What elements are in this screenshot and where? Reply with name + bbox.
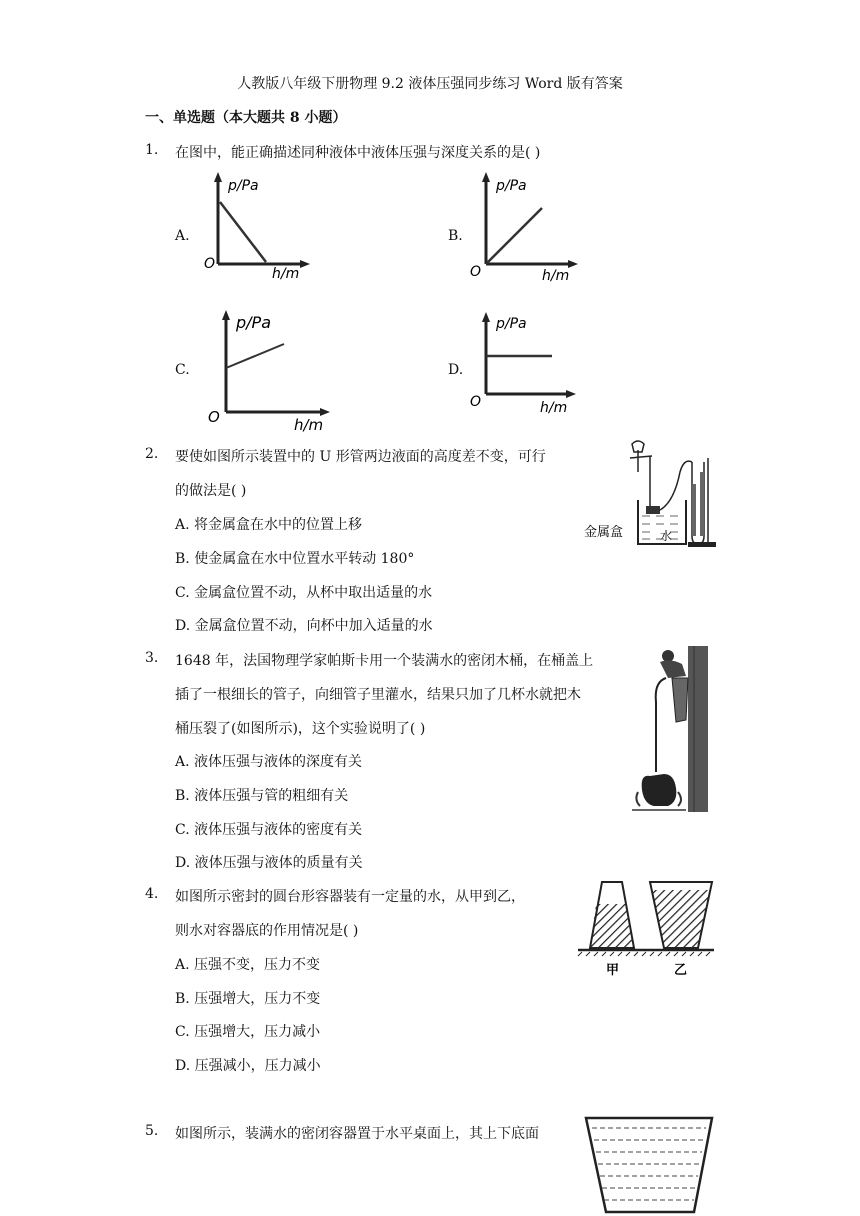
manometer-figure [580,432,720,552]
q1-option-d-label: D. [448,362,464,378]
graph-d [466,310,586,420]
container-yi-label: 乙 [674,963,688,978]
q1-option-c-label: C. [175,362,190,378]
question-2-number: 2. [145,446,159,462]
graph-d-origin: O [470,394,482,410]
graph-c-y-label: p/Pa [236,313,271,332]
question-2-line-2: 的做法是( ) [175,483,247,499]
q4-option-c: C. 压强增大，压力减小 [175,1024,321,1040]
q3-option-a: A. 液体压强与液体的深度有关 [175,754,363,770]
question-3-line-1: 1648 年，法国物理学家帕斯卡用一个装满水的密闭木桶，在桶盖上 [175,653,594,669]
question-1-text: 在图中，能正确描述同种液体中液体压强与深度关系的是( ) [175,145,541,161]
q4-option-a: A. 压强不变，压力不变 [175,957,321,973]
question-5-number: 5. [145,1123,159,1139]
q2-option-d: D. 金属盒位置不动，向杯中加入适量的水 [175,618,433,634]
graph-b-origin: O [470,264,482,280]
question-4-number: 4. [145,886,159,902]
graph-b-x-label: h/m [542,268,570,284]
graph-c-x-label: h/m [294,416,324,434]
graph-a-origin: O [204,256,216,272]
question-3-line-2: 插了一根细长的管子，向细管子里灌水，结果只加了几杯水就把木 [175,687,581,703]
graph-a [200,172,320,280]
question-4-line-1: 如图所示密封的圆台形容器装有一定量的水，从甲到乙， [175,889,525,905]
q4-option-b: B. 压强增大，压力不变 [175,991,321,1007]
question-3-line-3: 桶压裂了(如图所示)，这个实验说明了( ) [175,721,426,737]
document-title: 人教版八年级下册物理 9.2 液体压强同步练习 Word 版有答案 [237,76,623,92]
question-5-line-1: 如图所示，装满水的密闭容器置于水平桌面上，其上下底面 [175,1126,539,1142]
q4-option-d: D. 压强减小，压力减小 [175,1058,321,1074]
graph-a-y-label: p/Pa [228,178,259,194]
graph-c-origin: O [208,408,220,426]
sealed-container-figure [584,1114,716,1214]
graph-b [466,172,586,284]
question-2-line-1: 要使如图所示装置中的 U 形管两边液面的高度差不变，可行 [175,449,546,465]
metal-box-label: 金属盒 [584,525,624,540]
water-label: 水 [660,529,673,543]
q3-option-d: D. 液体压强与液体的质量有关 [175,855,363,871]
frustum-containers-figure [576,876,716,980]
section-heading: 一、单选题（本大题共 8 小题） [145,110,347,126]
q1-option-a-label: A. [175,228,190,244]
q2-option-b: B. 使金属盒在水中位置水平转动 180° [175,551,415,567]
container-jia-label: 甲 [606,963,620,978]
graph-d-y-label: p/Pa [496,316,527,332]
q2-option-a: A. 将金属盒在水中的位置上移 [175,517,363,533]
q3-option-c: C. 液体压强与液体的密度有关 [175,822,363,838]
graph-d-x-label: h/m [540,400,568,416]
pascal-barrel-figure [628,642,714,814]
q2-option-c: C. 金属盒位置不动，从杯中取出适量的水 [175,585,433,601]
question-1-number: 1. [145,142,159,158]
question-3-number: 3. [145,650,159,666]
graph-a-x-label: h/m [272,266,300,280]
graph-c [200,308,340,434]
q1-option-b-label: B. [448,228,463,244]
question-4-line-2: 则水对容器底的作用情况是( ) [175,923,359,939]
graph-b-y-label: p/Pa [496,178,527,194]
q3-option-b: B. 液体压强与管的粗细有关 [175,788,349,804]
